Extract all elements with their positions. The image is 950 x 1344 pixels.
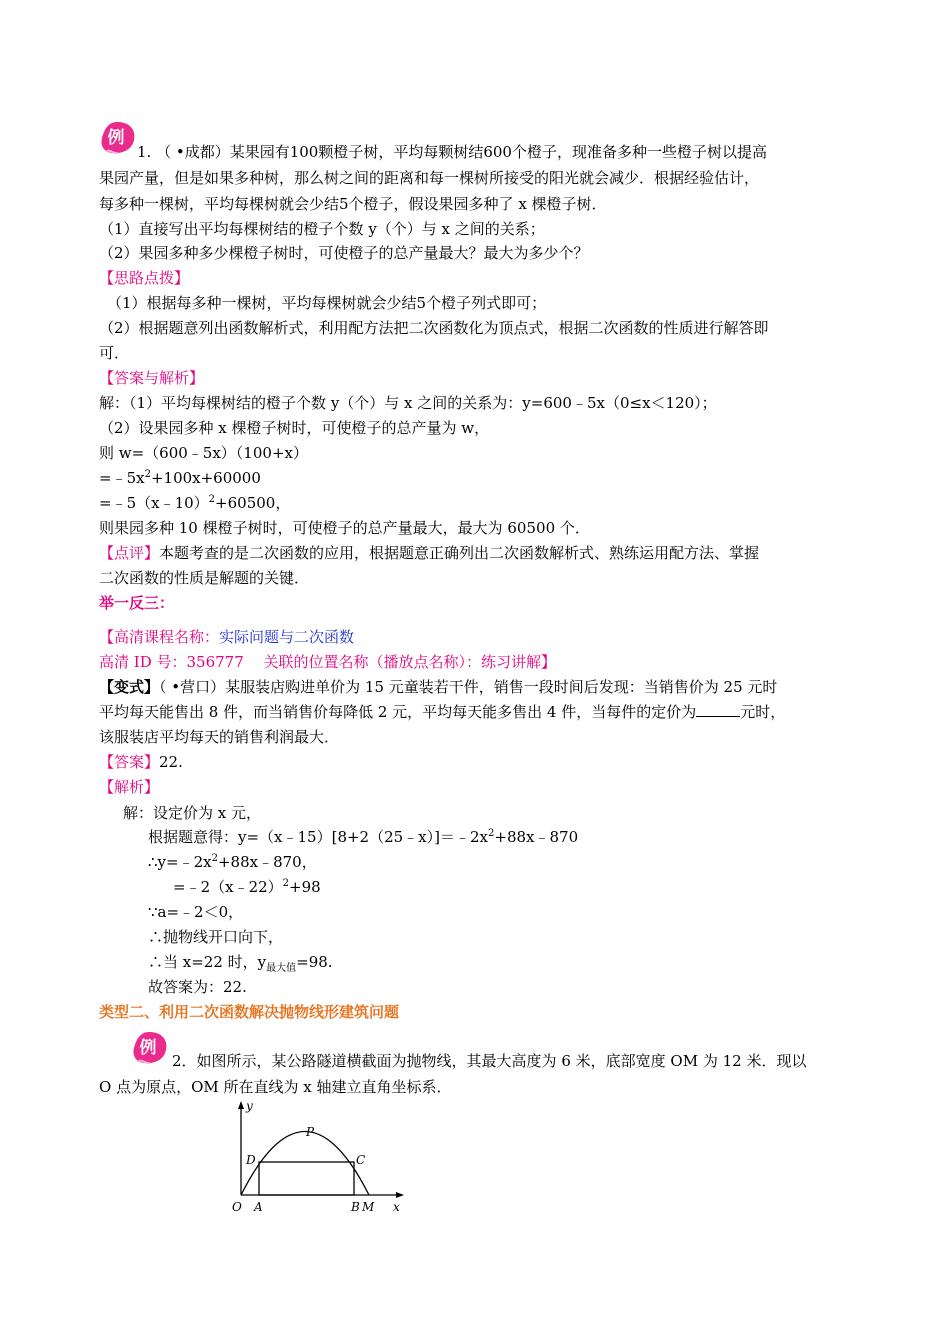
solution-line-1: 解：（1）平均每棵树结的橙子个数 y（个）与 x 之间的关系为：y=600﹣5x（0≤x＜120）； [99, 394, 717, 412]
comment-line-2: 二次函数的性质是解题的关键． [99, 569, 310, 587]
example2-line-1: 2．如图所示，某公路隧道横截面为抛物线，其最大高度为 6 米，底部宽度 OM 为 12 米．现以 [172, 1052, 807, 1070]
label-y: y [246, 1099, 253, 1113]
answer-blank [696, 702, 740, 717]
course-id-line: 高清 ID 号：356777 关联的位置名称（播放点名称）：练习讲解】 [99, 653, 557, 671]
variant-line-1: 【变式】（ •营口）某服装店购进单价为 15 元童装若干件，销售一段时间后发现：当销售价为 25 元时 [99, 678, 778, 696]
variant-step-6: ∴抛物线开口向下， [148, 928, 284, 946]
label-p: P [306, 1125, 315, 1139]
type2-heading: 类型二、利用二次函数解决抛物线形建筑问题 [99, 1003, 400, 1021]
example2-line-2: O 点为原点，OM 所在直线为 x 轴建立直角坐标系． [99, 1078, 452, 1096]
juyi-heading: 举一反三： [99, 594, 175, 612]
hint-line-3: 可． [99, 344, 130, 362]
variant-line-3: 该服装店平均每天的销售利润最大． [99, 728, 340, 746]
example1-line-3: 每多种一棵树，平均每棵树就会少结5个橙子，假设果园多种了 x 棵橙子树． [99, 195, 607, 213]
comment-line-1: 【点评】本题考查的是二次函数的应用，根据题意正确列出二次函数解析式、熟练运用配方法、掌握 [99, 544, 760, 562]
solution-line-2: （2）设果园多种 x 棵橙子树时，可使橙子的总产量为 w， [99, 419, 490, 437]
variant-step-3: $\therefore y=﹣2x^2+88x﹣870$， [148, 853, 317, 871]
variant-answer-line: 【答案】22. [99, 753, 183, 771]
variant-step-7: ∴当 x=22 时，$y_{最大值}=98$. [148, 953, 333, 974]
hint-line-2: （2）根据题意列出函数解析式，利用配方法把二次函数化为顶点式，根据二次函数的性质进行解答即 [99, 319, 769, 337]
label-b: B [351, 1200, 360, 1214]
variant-step-4: =﹣2（x﹣22）$^2$+98 [173, 878, 321, 896]
variant-step-1: 解：设定价为 x 元， [123, 804, 261, 822]
tunnel-figure [226, 1098, 416, 1218]
example1-line-5: （2）果园多种多少棵橙子树时，可使橙子的总产量最大？最大为多少个？ [99, 244, 589, 262]
label-a: A [254, 1200, 263, 1214]
example1-line-2: 果园产量，但是如果多种树，那么树之间的距离和每一棵树所接受的阳光就会减少．根据经验估计， [99, 169, 760, 187]
example2-badge-icon [128, 1028, 170, 1068]
variant-step-5: ∵a=﹣2＜0， [148, 903, 244, 921]
solution-line-5: =﹣5（x﹣10）$^2$+60500， [99, 494, 291, 512]
svg-text:例: 例 [107, 128, 125, 148]
variant-label: 【变式】 [99, 678, 160, 696]
hint-line-1: （1）根据每多种一棵树，平均每棵树就会少结5个橙子列式即可； [107, 294, 547, 312]
comment-label: 【点评】 [99, 544, 160, 562]
variant-step-2: 根据题意得：$y=(x﹣15)[8+2(25﹣x)]=﹣2x^2+88x﹣870$ [148, 828, 579, 846]
label-m: M [362, 1200, 375, 1214]
example-badge-icon [96, 118, 138, 158]
answer-analysis-label: 【答案与解析】 [99, 369, 205, 387]
variant-line-2: 平均每天能售出 8 件，而当销售价每降低 2 元，平均每天能多售出 4 件，当每件的定价为 元时， [99, 703, 786, 721]
label-o: O [232, 1200, 242, 1214]
solution-line-6: 则果园多种 10 棵橙子树时，可使橙子的总产量最大，最大为 60500 个． [99, 519, 590, 537]
variant-step-8: 故答案为：22. [148, 978, 247, 996]
svg-text:例: 例 [139, 1038, 157, 1058]
solution-line-4: $=﹣5x^2+100x+60000$ [99, 469, 261, 487]
example1-line-4: （1）直接写出平均每棵树结的橙子个数 y（个）与 x 之间的关系； [99, 220, 545, 238]
example1-line-1: 1. （ •成都）某果园有100颗橙子树，平均每颗树结600个橙子，现准备多种一些橙子树以提高 [137, 143, 767, 161]
label-c: C [356, 1153, 366, 1167]
label-x: x [393, 1200, 400, 1214]
variant-analysis-label: 【解析】 [99, 778, 160, 796]
course-name-line: 【高清课程名称：实际问题与二次函数 [99, 628, 355, 646]
hint-label: 【思路点拨】 [99, 269, 190, 287]
label-d: D [246, 1153, 256, 1167]
solution-line-3: 则 w=（600﹣5x）（100+x） [99, 444, 308, 462]
